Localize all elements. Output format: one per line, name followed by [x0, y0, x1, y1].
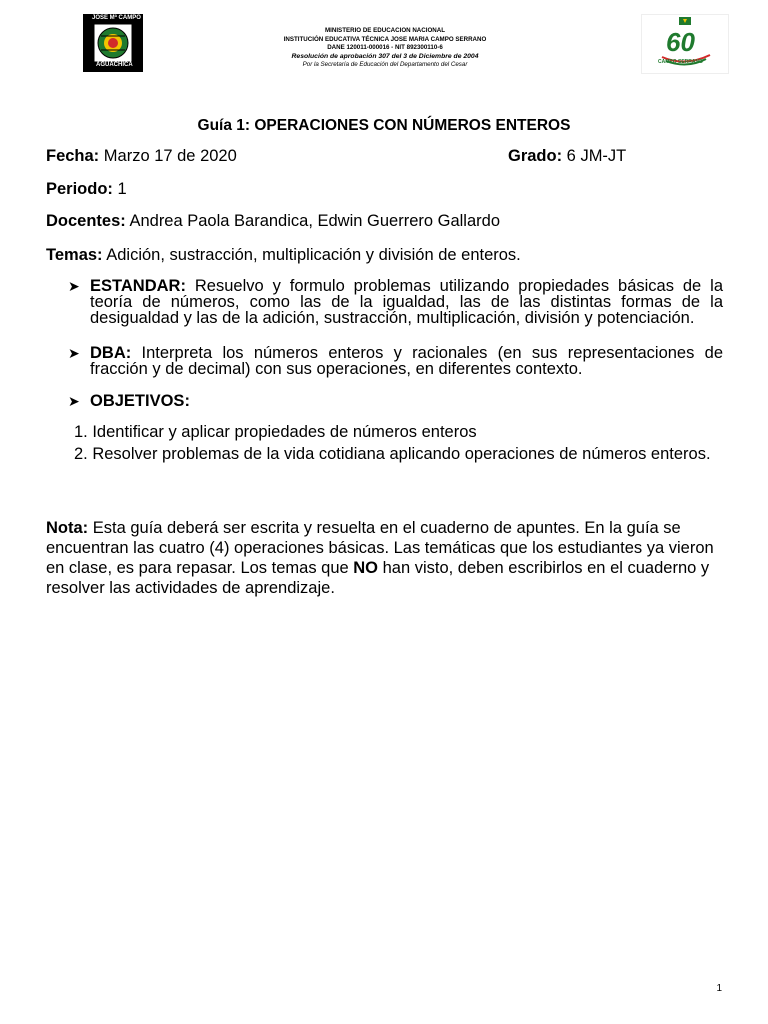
docentes-line: [46, 212, 500, 231]
periodo-line: [46, 180, 127, 199]
objetivos-label: OBJETIVOS:: [90, 392, 190, 410]
header-institution: INSTITUCIÓN EDUCATIVA TÉCNICA JOSE MARIA CAMPO SERRANO: [283, 35, 487, 43]
guide-title: Guía 1: OPERACIONES CON NÚMEROS ENTEROS: [197, 117, 571, 134]
nota-text-2: han visto, deben escribirlos en el cuaderno y resolver las actividades de aprendizaje.: [46, 559, 710, 597]
objetivo-item-1: 1. Identificar y aplicar propiedades de números enteros: [74, 423, 477, 441]
dba-text: Interpreta los números enteros y racionales (en sus representaciones de fracción y de decimal) con sus operaciones, en diferentes contexto.: [90, 344, 723, 378]
nota-no-emphasis: NO: [353, 559, 379, 577]
nota-text-1: Esta guía deberá ser escrita y resuelta en el cuaderno de apuntes. En la guía se encuentran las cuatro (4) operaciones básicas. Las temáticas que los estudiantes ya vieron en clase, es para repasar. Los temas que: [46, 519, 714, 577]
anniversary-logo: [641, 14, 729, 74]
estandar-bullet: [68, 278, 723, 326]
arrow-bullet-icon: ➤: [68, 345, 80, 361]
header-dane: DANE 120011-000016 - NIT 892300110-6: [327, 44, 443, 51]
school-emblem-logo: [83, 14, 143, 72]
dba-text-block: [90, 345, 723, 377]
emblem-top-text: JOSE Mª CAMPO: [92, 15, 141, 21]
anniversary-caption: CAMPO SERRANO: [658, 59, 704, 65]
anniversary-number: 60: [666, 27, 695, 57]
emblem-bottom-text: AGUACHICA: [96, 62, 133, 68]
periodo-value: 1: [112, 180, 127, 198]
temas-label: Temas:: [46, 246, 103, 264]
nota-paragraph: [46, 518, 724, 598]
estandar-label: ESTANDAR:: [90, 277, 186, 295]
arrow-bullet-icon: ➤: [68, 393, 80, 409]
dba-label: DBA:: [90, 344, 132, 362]
objetivos-bullet: [68, 393, 723, 409]
grado-value: 6 JM-JT: [562, 147, 627, 165]
objetivos-heading-block: [90, 393, 723, 409]
fecha-value: Marzo 17 de 2020: [99, 147, 237, 165]
fecha-label: Fecha:: [46, 147, 100, 165]
grado-line: [508, 147, 626, 166]
estandar-text-block: [90, 278, 723, 326]
estandar-text: Resuelvo y formulo problemas utilizando propiedades básicas de la teoría de números, como las de la igualdad, las de las distintas formas de la desigualdad y las de la adición, sustracción, multiplicación, división y potenciación.: [90, 277, 723, 327]
periodo-label: Periodo:: [46, 180, 113, 198]
objetivo-item-2: 2. Resolver problemas de la vida cotidiana aplicando operaciones de números enteros.: [74, 445, 711, 463]
grado-label: Grado:: [508, 147, 563, 165]
nota-label: Nota:: [46, 519, 89, 537]
dba-bullet: [68, 345, 723, 377]
header-secretaria: Por la Secretaría de Educación del Departamento del Cesar: [302, 61, 468, 68]
temas-value: Adición, sustracción, multiplicación y división de enteros.: [102, 246, 521, 264]
fecha-line: [46, 147, 237, 166]
institution-header: [190, 27, 580, 70]
header-resolution: Resolución de aprobación 307 del 3 de Diciembre de 2004: [291, 52, 479, 60]
arrow-bullet-icon: ➤: [68, 278, 80, 294]
docentes-label: Docentes:: [46, 212, 126, 230]
page-number: 1: [716, 983, 722, 994]
docentes-value: Andrea Paola Barandica, Edwin Guerrero Gallardo: [125, 212, 500, 230]
temas-line: [46, 246, 521, 265]
header-ministry: MINISTERIO DE EDUCACION NACIONAL: [325, 27, 445, 34]
